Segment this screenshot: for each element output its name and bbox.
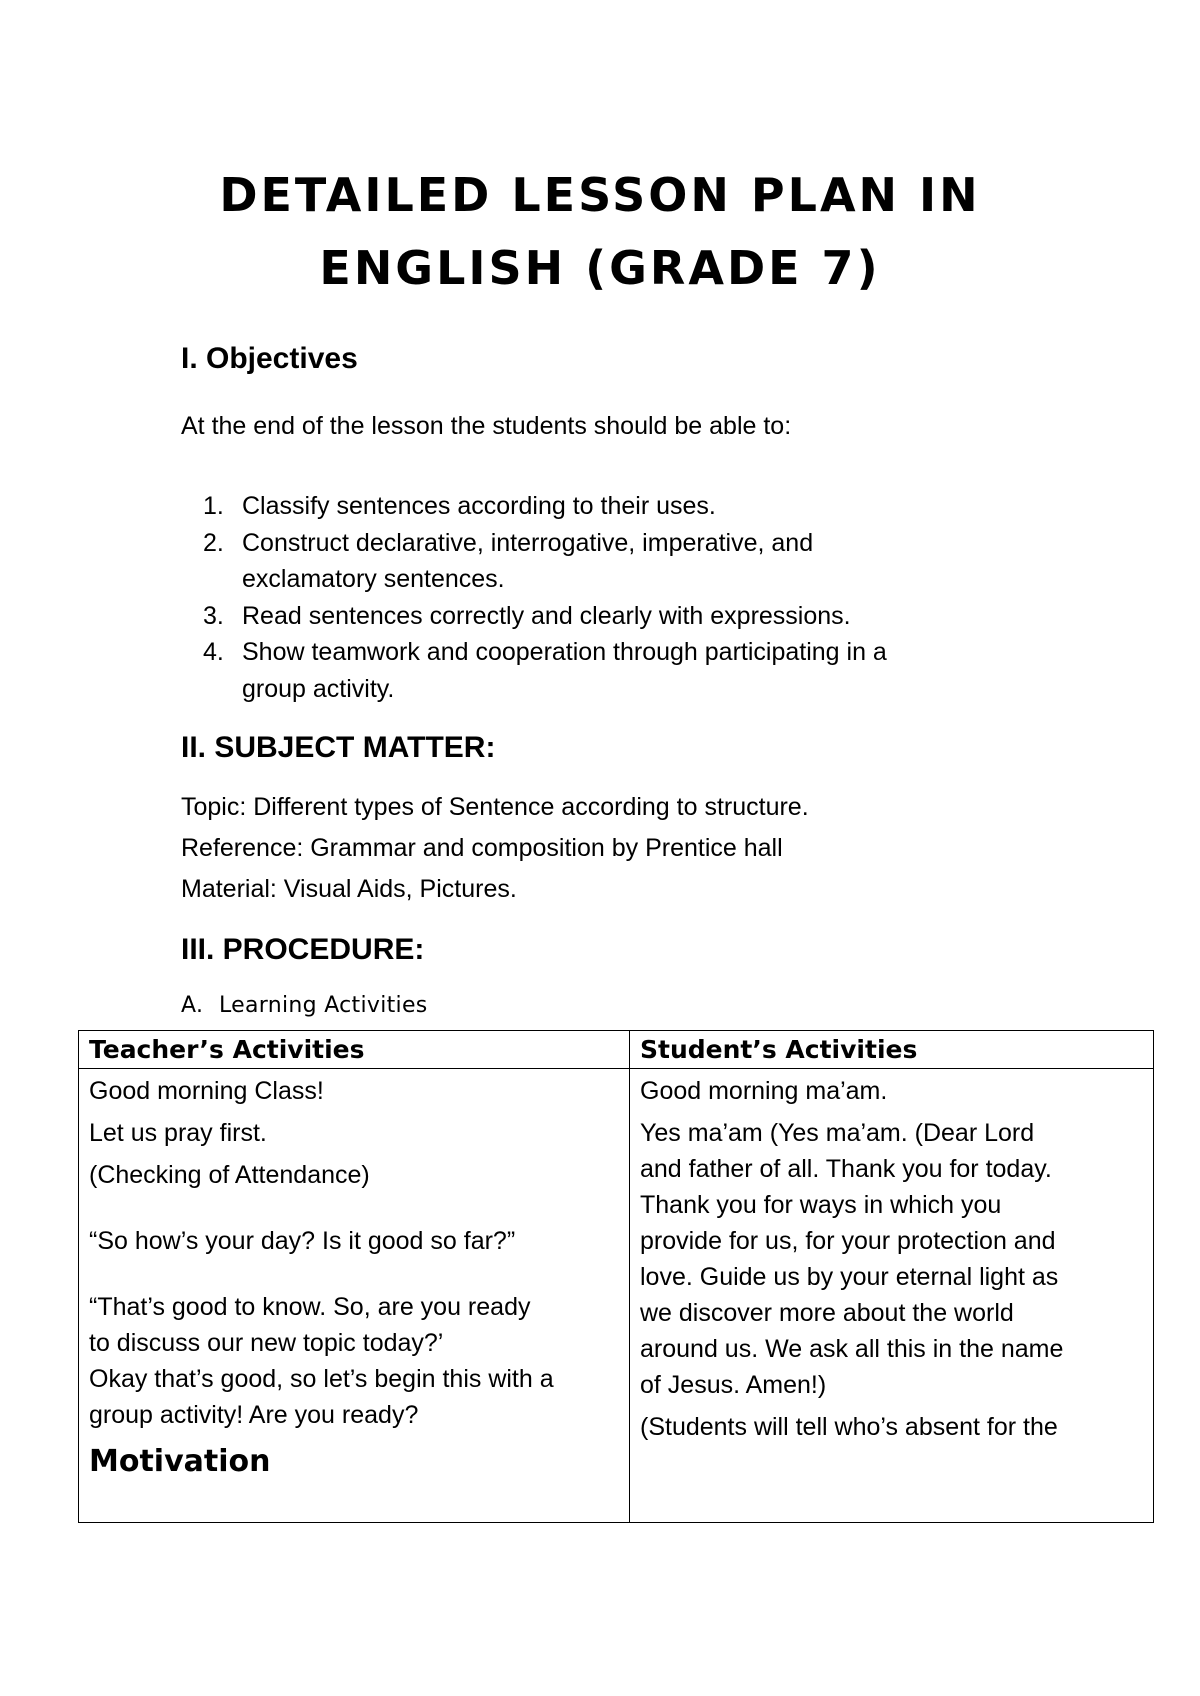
student-prayer-line: Thank you for ways in which you xyxy=(640,1191,1002,1219)
student-prayer-line: we discover more about the world xyxy=(640,1299,1014,1327)
teacher-ready-question-cont: to discuss our new topic today?’ xyxy=(89,1329,444,1357)
learning-activities-subheading xyxy=(181,995,428,1017)
procedure-heading: III. PROCEDURE: xyxy=(181,933,425,966)
student-absent-note: (Students will tell who’s absent for the xyxy=(640,1413,1058,1441)
teacher-activities-header: Teacher’s Activities xyxy=(79,1031,630,1069)
student-activities-cell xyxy=(630,1069,1154,1523)
teacher-ready-question: “That’s good to know. So, are you ready xyxy=(89,1293,531,1321)
motivation-heading: Motivation xyxy=(89,1444,271,1479)
objective-text: Show teamwork and cooperation through participating in a xyxy=(242,638,887,666)
student-prayer-line: provide for us, for your protection and xyxy=(640,1227,1056,1255)
student-prayer-line: around us. We ask all this in the name xyxy=(640,1335,1064,1363)
subject-matter-heading: II. SUBJECT MATTER: xyxy=(181,731,496,764)
objective-text: Read sentences correctly and clearly with expressions. xyxy=(242,601,851,630)
objective-number: 2. xyxy=(203,528,224,557)
objective-text: exclamatory sentences. xyxy=(242,565,505,593)
objective-text: Classify sentences according to their uses. xyxy=(242,492,716,520)
student-greeting: Good morning ma’am. xyxy=(640,1077,888,1105)
student-prayer-line: love. Guide us by your eternal light as xyxy=(640,1263,1059,1291)
objectives-list xyxy=(181,488,887,707)
objective-item-continued xyxy=(181,561,887,598)
teacher-attendance: (Checking of Attendance) xyxy=(89,1161,370,1189)
teacher-okay-line-cont: group activity! Are you ready? xyxy=(89,1401,419,1429)
objective-text: Construct declarative, interrogative, imperative, and xyxy=(242,528,814,557)
student-prayer-line: and father of all. Thank you for today. xyxy=(640,1155,1052,1183)
objective-text: group activity. xyxy=(242,674,395,703)
title-line-2: ENGLISH (GRADE 7) xyxy=(319,241,881,295)
teacher-day-question: “So how’s your day? Is it good so far?” xyxy=(89,1227,516,1255)
teacher-pray: Let us pray first. xyxy=(89,1119,267,1147)
objective-item xyxy=(181,634,887,671)
objectives-intro: At the end of the lesson the students should be able to: xyxy=(181,412,792,440)
teacher-greeting: Good morning Class! xyxy=(89,1077,324,1105)
subject-material: Material: Visual Aids, Pictures. xyxy=(181,875,517,903)
student-prayer-line: of Jesus. Amen!) xyxy=(640,1371,827,1399)
student-activities-header: Student’s Activities xyxy=(630,1031,1154,1069)
table-row xyxy=(79,1069,1154,1523)
subheading-number: A. xyxy=(181,993,204,1018)
objective-item xyxy=(181,598,887,635)
objective-item-continued xyxy=(181,671,887,708)
teacher-okay-line: Okay that’s good, so let’s begin this with a xyxy=(89,1365,554,1393)
subject-reference: Reference: Grammar and composition by Prentice hall xyxy=(181,834,783,862)
subheading-label: Learning Activities xyxy=(219,993,428,1018)
objective-number: 3. xyxy=(203,601,224,630)
objective-number: 4. xyxy=(203,638,224,666)
subject-topic: Topic: Different types of Sentence according to structure. xyxy=(181,793,809,821)
title-line-1: DETAILED LESSON PLAN IN xyxy=(219,168,981,222)
table-header-row xyxy=(79,1031,1154,1069)
objective-number: 1. xyxy=(203,492,224,520)
teacher-activities-cell xyxy=(79,1069,630,1523)
objectives-heading: I. Objectives xyxy=(181,342,358,375)
student-prayer-line: Yes ma’am (Yes ma’am. (Dear Lord xyxy=(640,1119,1035,1147)
objective-item xyxy=(181,525,887,562)
activities-table xyxy=(78,1030,1154,1523)
objective-item xyxy=(181,488,887,525)
